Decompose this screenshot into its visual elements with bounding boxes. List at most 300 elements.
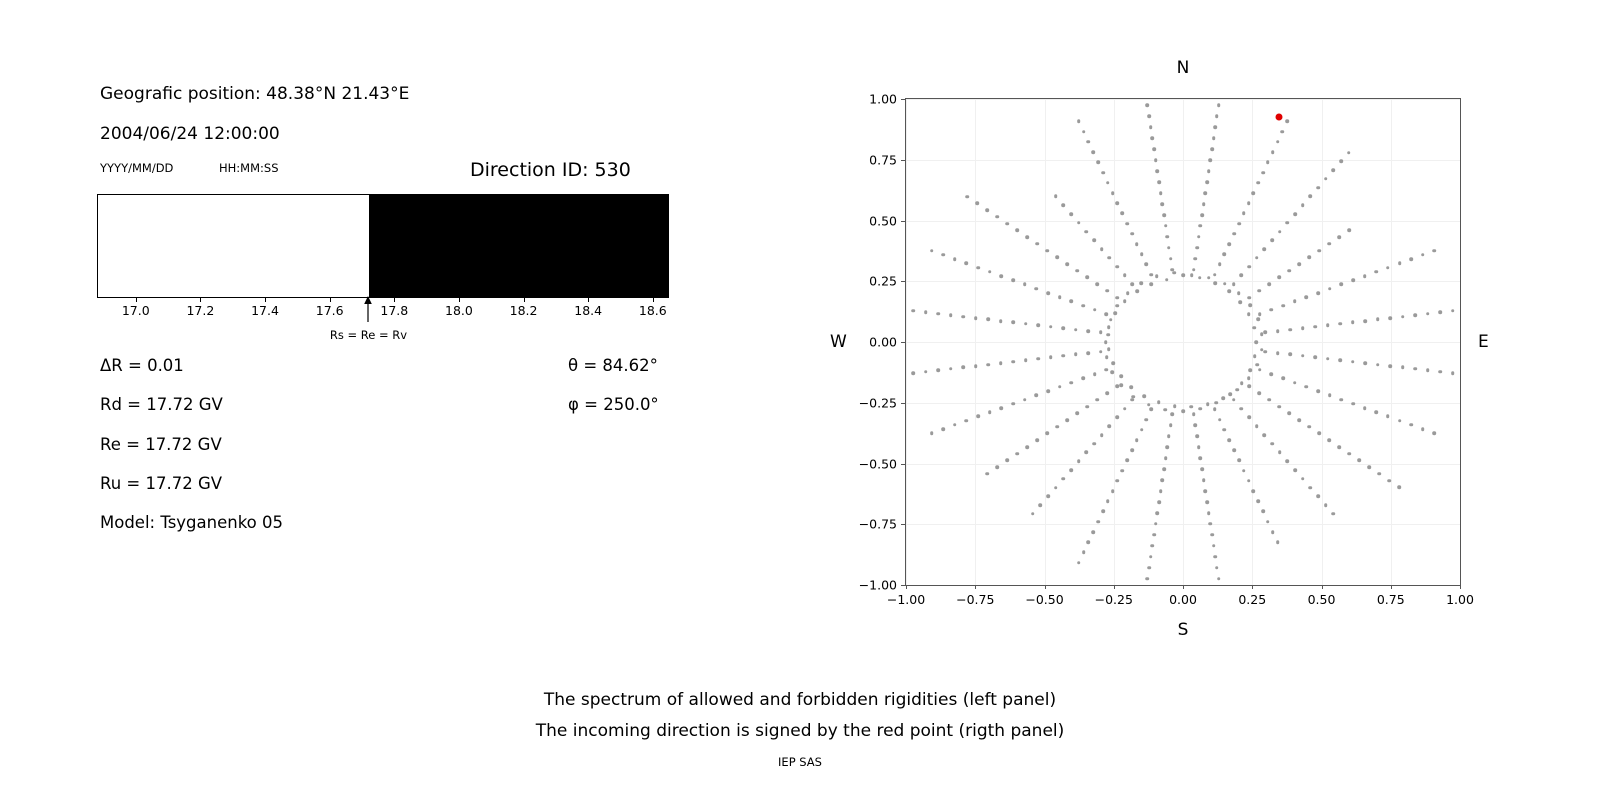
y-tick-label: −0.25: [858, 395, 897, 411]
direction-dot: [1169, 423, 1173, 427]
direction-dot: [1164, 224, 1168, 228]
direction-dot: [1248, 303, 1252, 307]
direction-dot: [1107, 325, 1111, 329]
direction-dot: [1104, 340, 1108, 344]
direction-dot: [1159, 489, 1163, 493]
direction-dot: [1146, 577, 1150, 581]
direction-dot: [1092, 239, 1096, 243]
direction-dot: [1035, 393, 1039, 397]
direction-dot: [1055, 255, 1059, 259]
direction-dot: [1285, 459, 1289, 463]
direction-dot: [1147, 403, 1151, 407]
direction-dot: [961, 315, 965, 319]
direction-dot: [1045, 249, 1049, 253]
direction-dot: [1281, 304, 1285, 308]
direction-dot: [1120, 212, 1124, 216]
direction-dot: [1096, 160, 1100, 164]
direction-dot: [1131, 398, 1135, 402]
rigidity-tick-label: 17.0: [121, 303, 150, 318]
direction-dot: [1301, 326, 1305, 330]
x-tick-label: −0.75: [956, 592, 995, 607]
direction-dot: [1317, 432, 1321, 436]
rigidity-tick-label: 18.0: [445, 303, 473, 318]
rs-marker-group: [0, 296, 572, 346]
direction-dot: [1130, 448, 1134, 452]
direction-dot: [1398, 419, 1402, 423]
direction-dot: [1194, 257, 1198, 261]
direction-dot: [1207, 169, 1211, 173]
direction-dot: [1227, 242, 1231, 246]
direction-dot: [1162, 213, 1166, 217]
direction-dot: [1135, 242, 1139, 246]
rigidity-tick: [588, 298, 589, 302]
direction-dot: [1223, 252, 1227, 256]
direction-dot: [1093, 372, 1097, 376]
direction-dot: [1210, 533, 1214, 537]
direction-dot: [1213, 125, 1217, 129]
direction-dot: [1164, 456, 1168, 460]
direction-dot: [1192, 268, 1196, 272]
direction-dot: [1247, 265, 1251, 269]
direction-dot: [1154, 522, 1158, 526]
direction-dot: [1260, 348, 1264, 352]
direction-dot: [1217, 577, 1221, 581]
direction-dot: [1145, 418, 1149, 422]
direction-dot: [1146, 103, 1150, 107]
direction-dot: [953, 257, 957, 261]
direction-dot: [924, 310, 928, 314]
direction-dot: [1165, 445, 1169, 449]
direction-dot: [1049, 325, 1053, 329]
direction-dot: [1085, 276, 1089, 280]
direction-dot: [1011, 321, 1015, 325]
direction-dot: [1426, 368, 1430, 372]
direction-dot: [1258, 368, 1262, 372]
direction-dot: [1109, 318, 1113, 322]
y-tick-label: 0.50: [869, 213, 897, 228]
direction-dot: [1264, 331, 1268, 335]
direction-dot: [1332, 512, 1336, 516]
direction-dot: [1276, 540, 1280, 544]
direction-dot: [1260, 332, 1264, 336]
direction-dot: [1257, 391, 1261, 395]
direction-dot: [1195, 246, 1199, 250]
direction-id-label: Direction ID: 530: [470, 159, 631, 181]
direction-dot: [965, 195, 969, 199]
direction-dot: [1000, 406, 1004, 410]
direction-dot: [1232, 398, 1236, 402]
direction-dot: [1198, 276, 1202, 280]
direction-dot: [1433, 249, 1437, 253]
figure-caption: [0, 685, 1600, 747]
direction-dot: [985, 208, 989, 212]
direction-dot: [1116, 479, 1120, 483]
direction-dot: [1015, 229, 1019, 233]
direction-dot: [1015, 452, 1019, 456]
direction-dot: [1115, 296, 1119, 300]
direction-dot: [1215, 566, 1219, 570]
direction-dot: [1287, 412, 1291, 416]
direction-dot: [1011, 360, 1015, 364]
direction-dot: [976, 266, 980, 270]
direction-dot: [1256, 181, 1260, 185]
direction-dot: [1065, 418, 1069, 422]
datetime-label: 2004/06/24 12:00:00: [100, 124, 280, 144]
direction-dot: [1337, 445, 1341, 449]
compass-west-label: W: [830, 332, 847, 352]
direction-dot: [1169, 257, 1173, 261]
direction-dot: [1401, 366, 1405, 370]
direction-dot: [1149, 125, 1153, 129]
direction-dot: [1140, 428, 1144, 432]
direction-dot: [1054, 486, 1058, 490]
direction-dot: [1131, 282, 1135, 286]
direction-dot: [1305, 385, 1309, 389]
direction-dot: [1328, 287, 1332, 291]
direction-dot: [1024, 322, 1028, 326]
gridline-vertical: [1460, 99, 1461, 585]
y-tick: [901, 221, 905, 222]
direction-dot: [1149, 555, 1153, 559]
direction-dot: [1239, 274, 1243, 278]
direction-dot: [1217, 103, 1221, 107]
direction-dot: [1252, 489, 1256, 493]
direction-dot: [1364, 361, 1368, 365]
direction-dot: [1058, 295, 1062, 299]
direction-dot: [1093, 308, 1097, 312]
direction-dot: [1376, 363, 1380, 367]
direction-dot: [986, 363, 990, 367]
direction-dot: [1085, 405, 1089, 409]
direction-dot: [1095, 398, 1099, 402]
direction-dot: [941, 427, 945, 431]
direction-dot: [1222, 397, 1226, 401]
direction-dot: [1152, 147, 1156, 151]
direction-dot: [1451, 309, 1455, 313]
direction-dot: [1075, 269, 1079, 273]
direction-dot: [1100, 247, 1104, 251]
direction-dot: [1086, 351, 1090, 355]
direction-dot: [1155, 275, 1159, 279]
direction-dot: [1347, 452, 1351, 456]
direction-dot: [1145, 263, 1149, 267]
direction-dot: [930, 249, 934, 253]
direction-dot: [1389, 364, 1393, 368]
direction-dot: [1305, 295, 1309, 299]
direction-dot: [1258, 312, 1262, 316]
direction-dot: [1192, 412, 1196, 416]
direction-dot: [1154, 158, 1158, 162]
direction-dot: [1116, 304, 1120, 308]
direction-dot: [1414, 313, 1418, 317]
direction-dot: [1115, 265, 1119, 269]
direction-dot: [1266, 160, 1270, 164]
direction-dot: [1210, 147, 1214, 151]
direction-dot: [965, 419, 969, 423]
direction-dot: [1096, 520, 1100, 524]
direction-dot: [1276, 140, 1280, 144]
direction-dot: [911, 309, 915, 313]
direction-dot: [1105, 289, 1109, 293]
direction-dot: [1261, 510, 1265, 514]
direction-dot: [1199, 456, 1203, 460]
y-tick-label: −0.75: [858, 516, 897, 532]
direction-dot: [1439, 310, 1443, 314]
direction-dot: [1205, 180, 1209, 184]
direction-dot: [1123, 299, 1127, 303]
gridline-horizontal: [906, 464, 1460, 465]
direction-dot: [1082, 130, 1086, 134]
direction-dot: [949, 367, 953, 371]
direction-dot: [1297, 418, 1301, 422]
direction-dot: [1110, 370, 1114, 374]
direction-dot: [1139, 282, 1143, 286]
y-tick: [901, 585, 905, 586]
direction-dot: [1058, 385, 1062, 389]
direction-dot: [1227, 290, 1231, 294]
direction-dot: [1281, 377, 1285, 381]
x-tick-label: −0.25: [1094, 592, 1133, 607]
direction-dot: [1087, 140, 1091, 144]
direction-dot: [1111, 362, 1115, 366]
direction-dot: [1255, 256, 1259, 260]
direction-dot: [1149, 282, 1153, 286]
direction-dot: [1100, 433, 1104, 437]
direction-dot: [1314, 325, 1318, 329]
direction-dot: [1104, 312, 1108, 316]
direction-dot: [1194, 423, 1198, 427]
x-tick-label: −0.50: [1025, 592, 1064, 607]
direction-dot: [1285, 120, 1289, 124]
direction-dot: [1099, 350, 1103, 354]
direction-dot: [1237, 222, 1241, 226]
direction-dot: [1235, 388, 1239, 392]
y-tick-label: 1.00: [869, 91, 897, 107]
direction-dot: [1223, 282, 1227, 286]
direction-dot: [1293, 468, 1297, 472]
x-tick: [1252, 585, 1253, 589]
direction-dot: [1104, 368, 1108, 372]
y-tick-label: 0.25: [869, 273, 897, 289]
direction-dot: [1293, 381, 1297, 385]
rigidity-tick-label: 18.2: [509, 303, 538, 318]
direction-dot: [1209, 522, 1213, 526]
direction-dot: [1397, 486, 1401, 490]
direction-dot: [1376, 318, 1380, 322]
direction-dot: [1271, 530, 1275, 534]
direction-dot: [1082, 551, 1086, 555]
x-tick-label: 0.50: [1307, 592, 1336, 607]
direction-dot: [1147, 114, 1151, 118]
direction-dot: [1108, 424, 1112, 428]
x-tick: [1391, 585, 1392, 589]
direction-dot: [1364, 319, 1368, 323]
direction-dot: [1199, 407, 1203, 411]
direction-dot: [1309, 486, 1313, 490]
x-tick: [1045, 585, 1046, 589]
direction-dot: [999, 361, 1003, 365]
direction-dot: [1451, 371, 1455, 375]
direction-map-panel: [800, 0, 1600, 680]
direction-dot: [1339, 160, 1343, 164]
direction-dot: [1293, 212, 1297, 216]
y-tick-label: −1.00: [858, 577, 897, 593]
direction-dot: [1316, 389, 1320, 393]
selected-direction-point: [1275, 114, 1282, 121]
direction-dot: [1173, 404, 1177, 408]
rigidity-spectrum-panel: [0, 0, 760, 660]
compass-south-label: S: [1177, 620, 1189, 640]
direction-dot: [1351, 321, 1355, 325]
gridline-horizontal: [906, 524, 1460, 525]
direction-dot: [1223, 428, 1227, 432]
direction-dot: [1086, 329, 1090, 333]
direction-dot: [1387, 479, 1391, 483]
direction-dot: [1120, 469, 1124, 473]
direction-dot: [1276, 329, 1280, 333]
direction-dot: [1085, 451, 1089, 455]
direction-dot: [1293, 300, 1297, 304]
direction-dot: [1105, 355, 1109, 359]
direction-dot: [988, 410, 992, 414]
direction-dot: [1277, 405, 1281, 409]
direction-dot: [1324, 503, 1328, 507]
direction-dot: [1232, 282, 1236, 286]
direction-dot: [1170, 412, 1174, 416]
direction-dot: [1119, 384, 1123, 388]
compass-north-label: N: [1176, 58, 1190, 78]
direction-dot: [1247, 416, 1251, 420]
direction-dot: [1206, 402, 1210, 406]
direction-dot: [1202, 202, 1206, 206]
y-tick-label: −0.50: [858, 456, 897, 471]
direction-dot: [953, 423, 957, 427]
x-tick: [1114, 585, 1115, 589]
rigidity-tick-label: 18.4: [574, 303, 603, 318]
direction-dot: [1326, 323, 1330, 327]
direction-dot: [1351, 402, 1355, 406]
y-tick: [901, 281, 905, 282]
direction-dot: [1256, 317, 1260, 321]
direction-dot: [1213, 273, 1217, 277]
direction-dot: [1421, 427, 1425, 431]
direction-dot: [1200, 213, 1204, 217]
direction-dot: [1433, 432, 1437, 436]
direction-dot: [1108, 256, 1112, 260]
direction-dot: [1289, 328, 1293, 332]
y-tick: [901, 342, 905, 343]
direction-dot: [1401, 315, 1405, 319]
direction-dot: [961, 366, 965, 370]
direction-dot: [1270, 442, 1274, 446]
direction-dot: [1162, 467, 1166, 471]
rigidity-tick-label: 17.2: [186, 303, 215, 318]
direction-dot: [936, 368, 940, 372]
direction-dot: [1069, 381, 1073, 385]
x-tick-label: 0.00: [1169, 592, 1197, 607]
x-tick-label: 0.25: [1238, 592, 1267, 607]
direction-dot: [1035, 287, 1039, 291]
direction-dot: [1081, 304, 1085, 308]
direction-dot: [1207, 276, 1211, 280]
direction-dot: [1199, 224, 1203, 228]
direction-dot: [924, 370, 928, 374]
direction-dot: [999, 319, 1003, 323]
x-tick: [906, 585, 907, 589]
direction-dot: [1031, 512, 1035, 516]
direction-dot: [1213, 408, 1217, 412]
direction-dot: [1095, 282, 1099, 286]
direction-dot: [1232, 448, 1236, 452]
direction-dot: [1278, 451, 1282, 455]
direction-dot: [1167, 434, 1171, 438]
direction-dot: [1157, 500, 1161, 504]
x-tick-label: 1.00: [1446, 592, 1474, 607]
gridline-horizontal: [906, 281, 1460, 282]
gridline-horizontal: [906, 221, 1460, 222]
forbidden-rigidity-band: [369, 195, 669, 297]
direction-dot: [1202, 478, 1206, 482]
direction-dot: [1426, 312, 1430, 316]
direction-dot: [1142, 394, 1146, 398]
direction-dot: [1023, 398, 1027, 402]
direction-dot: [1326, 357, 1330, 361]
direction-dot: [1077, 561, 1081, 565]
direction-dot: [1135, 290, 1139, 294]
direction-dot: [1270, 372, 1274, 376]
direction-dot: [1092, 442, 1096, 446]
direction-dot: [1254, 340, 1258, 344]
direction-dot: [941, 253, 945, 257]
direction-dot: [1204, 191, 1208, 195]
phi-value: φ = 250.0°: [568, 395, 659, 414]
direction-dot: [1126, 292, 1130, 296]
direction-dot: [1237, 459, 1241, 463]
direction-dot: [1125, 459, 1129, 463]
footer-credit: IEP SAS: [778, 755, 822, 769]
direction-dot: [1156, 511, 1160, 515]
direction-dot: [975, 202, 979, 206]
direction-dot: [1213, 555, 1217, 559]
direction-dot: [1156, 169, 1160, 173]
direction-dot: [1000, 274, 1004, 278]
direction-dot: [1351, 278, 1355, 282]
direction-dot: [1316, 495, 1320, 499]
y-tick-label: 0.00: [869, 334, 897, 350]
direction-dot: [1130, 232, 1134, 236]
direction-dot: [1309, 195, 1313, 199]
direction-dot: [1151, 136, 1155, 140]
direction-dot: [1242, 212, 1246, 216]
direction-dot: [1074, 328, 1078, 332]
direction-dot: [1257, 289, 1261, 293]
direction-dot: [1036, 357, 1040, 361]
direction-dot: [1054, 195, 1058, 199]
direction-dot: [1092, 150, 1096, 154]
direction-dot: [1172, 271, 1176, 275]
direction-dot: [1011, 278, 1015, 282]
direction-dot: [1165, 235, 1169, 239]
direction-dot: [1099, 331, 1103, 335]
direction-dot: [1181, 273, 1185, 277]
direction-dot: [1253, 355, 1257, 359]
direction-dot: [1215, 114, 1219, 118]
direction-dot: [1049, 355, 1053, 359]
direction-dot: [1092, 530, 1096, 534]
x-tick: [975, 585, 976, 589]
direction-dot: [1065, 262, 1069, 266]
direction-dot: [1271, 150, 1275, 154]
